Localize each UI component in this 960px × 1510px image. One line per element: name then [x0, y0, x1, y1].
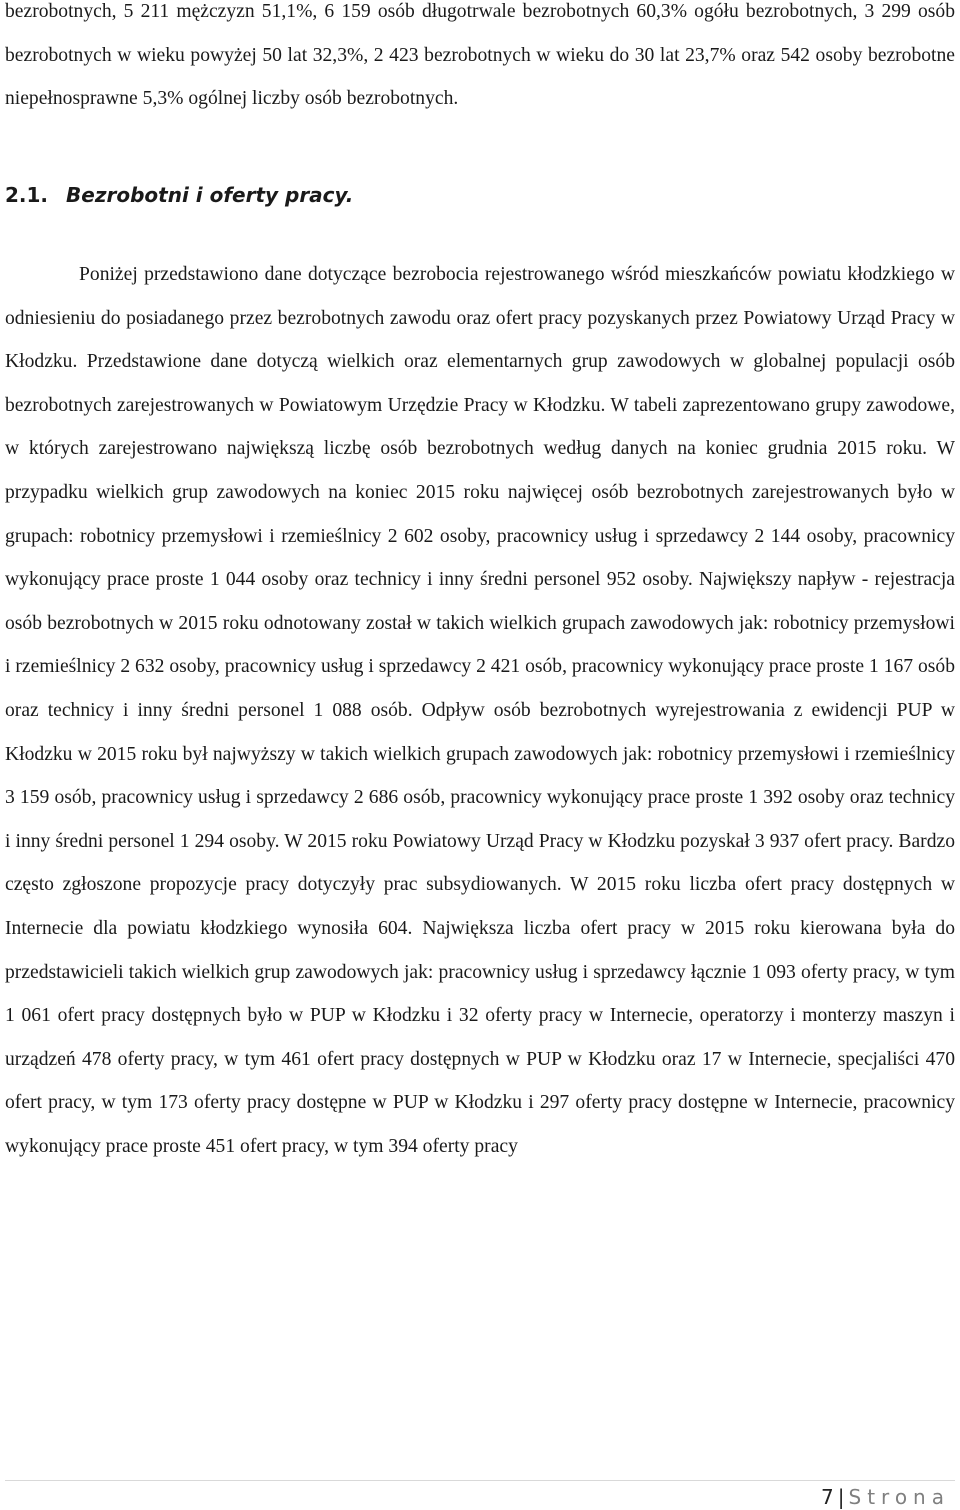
- page-number: 7: [821, 1485, 834, 1509]
- section-title: Bezrobotni i oferty pracy.: [66, 183, 354, 207]
- section-number: 2.1.: [5, 183, 49, 207]
- page-footer: [821, 1484, 950, 1510]
- body-paragraph: Poniżej przedstawiono dane dotyczące bezrobocia rejestrowanego wśród mieszkańców powiatu kłodzkiego w odniesieniu do posiadanego przez bezrobotnych zawodu oraz ofert pracy pozyskanych przez Powiatowy Urząd Pracy w Kłodzku. Przedstawione dane dotyczą wielkich oraz elementarnych grup zawodowych w globalnej populacji osób bezrobotnych zarejestrowanych w Powiatowym Urzędzie Pracy w Kłodzku. W tabeli zaprezentowano grupy zawodowe, w których zarejestrowano największą liczbę osób bezrobotnych według danych na koniec grudnia 2015 roku. W przypadku wielkich grup zawodowych na koniec 2015 roku najwięcej osób bezrobotnych zarejestrowanych było w grupach: robotnicy przemysłowi i rzemieślnicy 2 602 osoby, pracownicy usług i sprzedawcy 2 144 osoby, pracownicy wykonujący prace proste 1 044 osoby oraz technicy i inny średni personel 952 osoby. Największy napływ - rejestracja osób bezrobotnych w 2015 roku odnotowany został w takich wielkich grupach zawodowych jak: robotnicy przemysłowi i rzemieślnicy 2 632 osoby, pracownicy usług i sprzedawcy 2 421 osób, pracownicy wykonujący prace proste 1 167 osób oraz technicy i inny średni personel 1 088 osób. Odpływ osób bezrobotnych wyrejestrowania z ewidencji PUP w Kłodzku w 2015 roku był najwyższy w takich wielkich grupach zawodowych jak: robotnicy przemysłowi i rzemieślnicy 3 159 osób, pracownicy usług i sprzedawcy 2 686 osób, pracownicy wykonujący prace proste 1 392 osoby oraz technicy i inny średni personel 1 294 osoby. W 2015 roku Powiatowy Urząd Pracy w Kłodzku pozyskał 3 937 ofert pracy. Bardzo często zgłoszone propozycje pracy dotyczyły prac subsydiowanych. W 2015 roku liczba ofert pracy dostępnych w Internecie dla powiatu kłodzkiego wynosiła 604. Największa liczba ofert pracy w 2015 roku kierowana była do przedstawicieli takich wielkich grup zawodowych jak: pracownicy usług i sprzedawcy łącznie 1 093 oferty pracy, w tym 1 061 ofert pracy dostępnych było w PUP w Kłodzku i 32 oferty pracy w Internecie, operatorzy i monterzy maszyn i urządzeń 478 oferty pracy, w tym 461 ofert pracy dostępnych w PUP w Kłodzku oraz 17 w Internecie, specjaliści 470 ofert pracy, w tym 173 oferty pracy dostępne w PUP w Kłodzku i 297 oferty pracy dostępne w Internecie, pracownicy wykonujący prace proste 451 ofert pracy, w tym 394 oferty pracy: [5, 264, 955, 1157]
- footer-divider: [5, 1480, 955, 1481]
- footer-separator: |: [837, 1485, 845, 1509]
- lead-paragraph: bezrobotnych, 5 211 mężczyzn 51,1%, 6 159 osób długotrwale bezrobotnych 60,3% ogółu bezrobotnych, 3 299 osób bezrobotnych w wieku powyżej 50 lat 32,3%, 2 423 bezrobotnych w wieku do 30 lat 23,7% oraz 542 osoby bezrobotne niepełnosprawne 5,3% ogólnej liczby osób bezrobotnych.: [5, 1, 955, 110]
- section-heading: [5, 175, 353, 215]
- page-label: Strona: [848, 1485, 950, 1509]
